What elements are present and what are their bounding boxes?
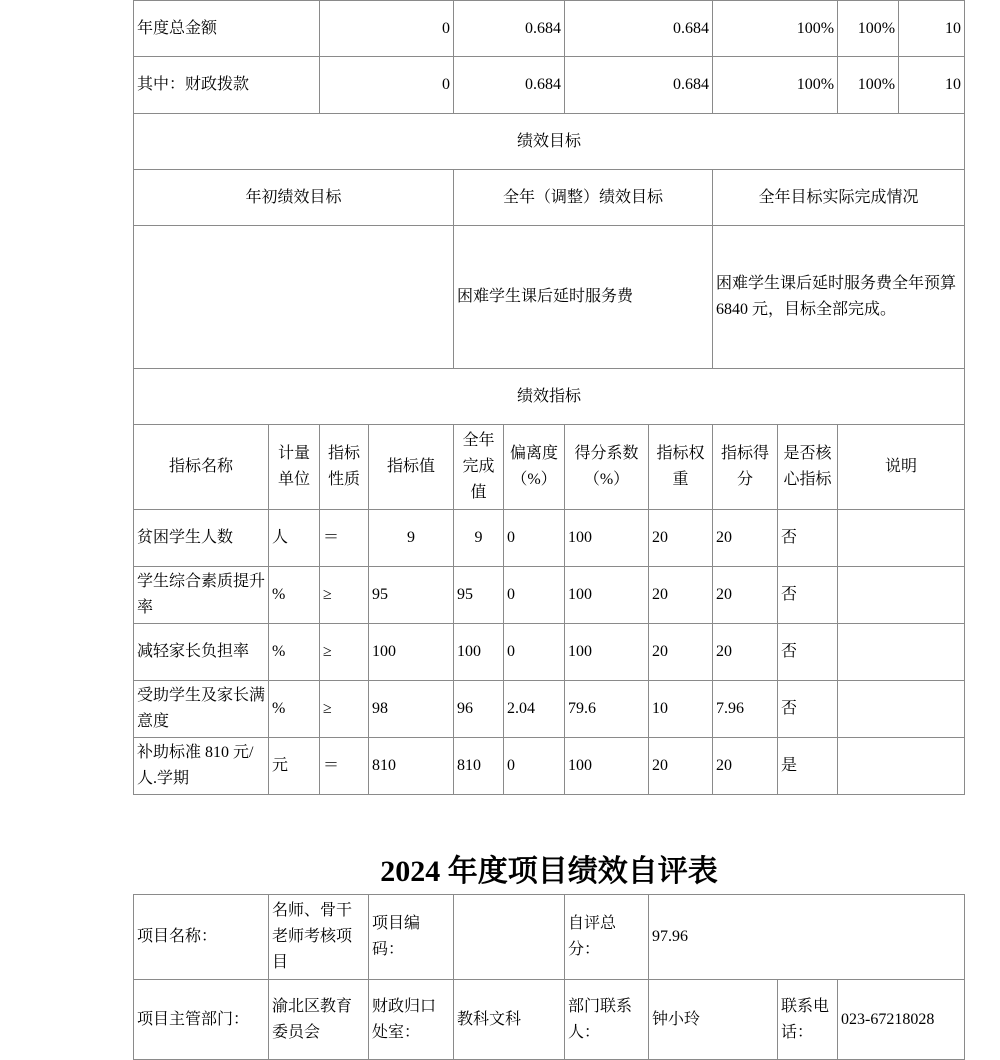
actual: 96 [454, 681, 504, 738]
indicator-row [134, 681, 965, 738]
indicator-row [134, 624, 965, 681]
fund-score-rate: 100% [838, 57, 899, 114]
contact-label: 部门联系人： [565, 980, 649, 1060]
contact: 钟小玲 [649, 980, 778, 1060]
nature: ≥ [320, 567, 369, 624]
weight: 10 [649, 681, 713, 738]
nature: ＝ [320, 738, 369, 795]
nature: ≥ [320, 624, 369, 681]
indicator-row [134, 510, 965, 567]
fund-adjusted: 0.684 [454, 57, 565, 114]
goal-header-initial: 年初绩效目标 [134, 170, 454, 226]
coefficient: 100 [565, 567, 649, 624]
indicator-header-row [134, 425, 965, 510]
goal-header-adjusted: 全年（调整）绩效目标 [454, 170, 713, 226]
fund-label: 其中：财政拨款 [134, 57, 320, 114]
project-code [454, 895, 565, 980]
header-score: 指标得分 [713, 425, 778, 510]
note [838, 681, 965, 738]
note [838, 738, 965, 795]
code-label: 项目编码： [369, 895, 454, 980]
goal-initial [134, 226, 454, 369]
header-deviation: 偏离度（%） [504, 425, 565, 510]
fund-score: 10 [899, 1, 965, 57]
name-label: 项目名称： [134, 895, 269, 980]
score: 7.96 [713, 681, 778, 738]
goal-header-actual: 全年目标实际完成情况 [713, 170, 965, 226]
nature: ＝ [320, 510, 369, 567]
target: 100 [369, 624, 454, 681]
performance-table [133, 0, 965, 795]
project-info-table [133, 894, 965, 1060]
unit: 元 [269, 738, 320, 795]
deviation: 0 [504, 624, 565, 681]
core: 否 [778, 681, 838, 738]
core: 否 [778, 624, 838, 681]
header-weight: 指标权重 [649, 425, 713, 510]
weight: 20 [649, 510, 713, 567]
score: 20 [713, 567, 778, 624]
unit: 人 [269, 510, 320, 567]
fund-actual: 0.684 [565, 57, 713, 114]
target: 98 [369, 681, 454, 738]
actual: 9 [454, 510, 504, 567]
indicators-section-heading: 绩效指标 [134, 369, 965, 425]
score: 20 [713, 738, 778, 795]
note [838, 567, 965, 624]
coefficient: 79.6 [565, 681, 649, 738]
total-label: 自评总分： [565, 895, 649, 980]
indicator-name: 补助标准 810 元/人.学期 [134, 738, 269, 795]
actual: 100 [454, 624, 504, 681]
nature: ≥ [320, 681, 369, 738]
fund-actual: 0.684 [565, 1, 713, 57]
core: 否 [778, 510, 838, 567]
office: 教科文科 [454, 980, 565, 1060]
header-core: 是否核心指标 [778, 425, 838, 510]
target: 9 [369, 510, 454, 567]
fund-score-rate: 100% [838, 1, 899, 57]
indicator-name: 减轻家长负担率 [134, 624, 269, 681]
note [838, 510, 965, 567]
note [838, 624, 965, 681]
goal-actual: 困难学生课后延时服务费全年预算 6840 元，目标全部完成。 [713, 226, 965, 369]
office-label: 财政归口处室： [369, 980, 454, 1060]
fund-adjusted: 0.684 [454, 1, 565, 57]
header-target: 指标值 [369, 425, 454, 510]
deviation: 0 [504, 567, 565, 624]
fund-label: 年度总金额 [134, 1, 320, 57]
coefficient: 100 [565, 510, 649, 567]
core: 否 [778, 567, 838, 624]
coefficient: 100 [565, 624, 649, 681]
indicator-row [134, 567, 965, 624]
fund-initial: 0 [320, 57, 454, 114]
header-actual: 全年完成值 [454, 425, 504, 510]
indicator-name: 贫困学生人数 [134, 510, 269, 567]
phone-label: 联系电话： [778, 980, 838, 1060]
weight: 20 [649, 567, 713, 624]
header-note: 说明 [838, 425, 965, 510]
goals-section-heading: 绩效目标 [134, 114, 965, 170]
header-unit: 计量单位 [269, 425, 320, 510]
project-name: 名师、骨干老师考核项目 [269, 895, 369, 980]
deviation: 0 [504, 738, 565, 795]
actual: 95 [454, 567, 504, 624]
fund-initial: 0 [320, 1, 454, 57]
indicator-name: 受助学生及家长满意度 [134, 681, 269, 738]
actual: 810 [454, 738, 504, 795]
fund-row [134, 1, 965, 57]
deviation: 0 [504, 510, 565, 567]
score: 20 [713, 624, 778, 681]
target: 95 [369, 567, 454, 624]
dept: 渝北区教育委员会 [269, 980, 369, 1060]
fund-rate: 100% [713, 57, 838, 114]
total-score: 97.96 [649, 895, 965, 980]
dept-label: 项目主管部门： [134, 980, 269, 1060]
unit: % [269, 567, 320, 624]
fund-row [134, 57, 965, 114]
core: 是 [778, 738, 838, 795]
goal-adjusted: 困难学生课后延时服务费 [454, 226, 713, 369]
fund-rate: 100% [713, 1, 838, 57]
form-title: 2024 年度项目绩效自评表 [380, 855, 718, 888]
weight: 20 [649, 624, 713, 681]
deviation: 2.04 [504, 681, 565, 738]
unit: % [269, 681, 320, 738]
coefficient: 100 [565, 738, 649, 795]
fund-score: 10 [899, 57, 965, 114]
header-coefficient: 得分系数（%） [565, 425, 649, 510]
indicator-row [134, 738, 965, 795]
unit: % [269, 624, 320, 681]
phone: 023-67218028 [838, 980, 965, 1060]
header-name: 指标名称 [134, 425, 269, 510]
score: 20 [713, 510, 778, 567]
header-nature: 指标性质 [320, 425, 369, 510]
target: 810 [369, 738, 454, 795]
weight: 20 [649, 738, 713, 795]
indicator-name: 学生综合素质提升率 [134, 567, 269, 624]
